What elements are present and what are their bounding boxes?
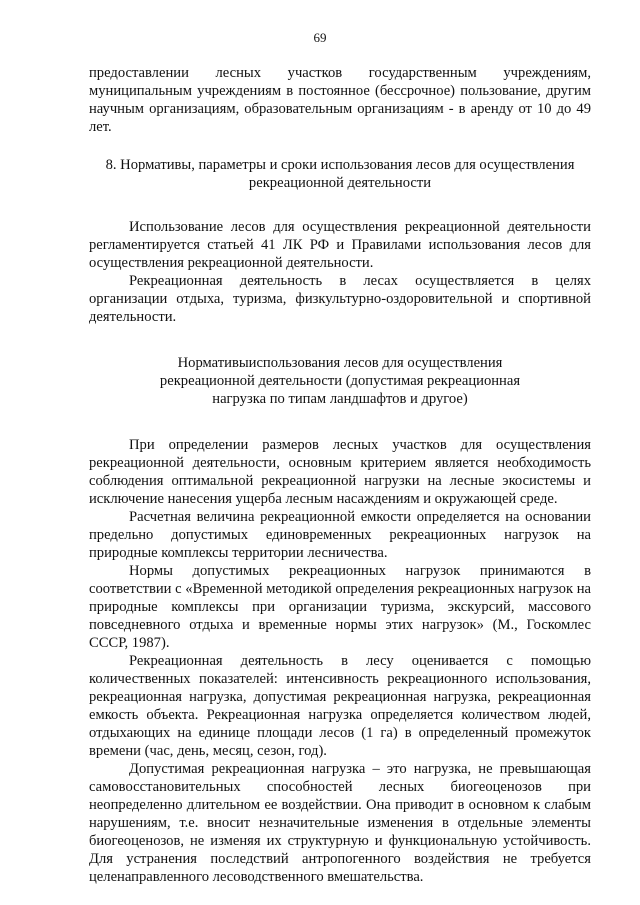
- subsection-heading-line: рекреационной деятельности (допустимая рекреационная: [159, 373, 521, 389]
- paragraph: Расчетная величина рекреационной емкости определяется на основании предельно допустимых единовременных рекреационных нагрузок на природные комплексы территории лесничества.: [89, 509, 591, 561]
- page-content: [89, 64, 591, 886]
- subsection-heading-line: Нормативыиспользования лесов для осуществления: [177, 355, 503, 371]
- paragraph: Использование лесов для осуществления рекреационной деятельности регламентируется статьей 41 ЛК РФ и Правилами использования лесов для осуществления рекреационной деятельности.: [89, 219, 591, 271]
- paragraph: Нормы допустимых рекреационных нагрузок принимаются в соответствии с «Временной методикой определения рекреационных нагрузок на природные комплексы при организации туризма, экскурсий, массового повседневного отдыха и временные нормы этих нагрузок» (М., Госкомлес СССР, 1987).: [89, 563, 591, 651]
- section-heading-line: рекреационной деятельности: [248, 175, 432, 191]
- subsection-heading: [89, 354, 591, 408]
- intro-paragraph: предоставлении лесных участков государственным учреждениям, муниципальным учреждениям в постоянное (бессрочное) пользование, другим научным организациям, образовательным организациям - в аренду от 10 до 49 лет.: [89, 65, 591, 135]
- paragraph: Рекреационная деятельность в лесах осуществляется в целях организации отдыха, туризма, физкультурно-оздоровительной и спортивной деятельности.: [89, 273, 591, 325]
- page-number: 69: [313, 30, 327, 45]
- paragraph: Допустимая рекреационная нагрузка – это нагрузка, не превышающая самовосстановительных способностей лесных биогеоценозов при неопределенно длительном ее воздействии. Она приводит в основном к слабым нарушениям, т.е. вносит незначительные изменения в отдельные элементы биогеоценозов, не изменяя их структурную и функциональную устойчивость. Для устранения последствий антропогенного воздействия не требуется целенаправленного лесоводственного вмешательства.: [89, 761, 591, 885]
- section-heading: [89, 156, 591, 192]
- section-heading-line: 8. Нормативы, параметры и сроки использования лесов для осуществления: [105, 157, 575, 173]
- subsection-heading-line: нагрузка по типам ландшафтов и другое): [212, 391, 468, 407]
- paragraph: Рекреационная деятельность в лесу оценивается с помощью количественных показателей: интенсивность рекреационного использования, рекреационная нагрузка, допустимая рекреационная нагрузка, рекреационная емкость объекта. Рекреационная нагрузка определяется количеством людей, отдыхающих на единице площади лесов (1 га) в определенный промежуток времени (час, день, месяц, сезон, год).: [89, 653, 591, 759]
- paragraph: При определении размеров лесных участков для осуществления рекреационной деятельности, основным критерием является необходимость соблюдения оптимальной рекреационной нагрузки на лесные экосистемы и исключение нанесения ущерба лесным насаждениям и окружающей среде.: [89, 437, 591, 507]
